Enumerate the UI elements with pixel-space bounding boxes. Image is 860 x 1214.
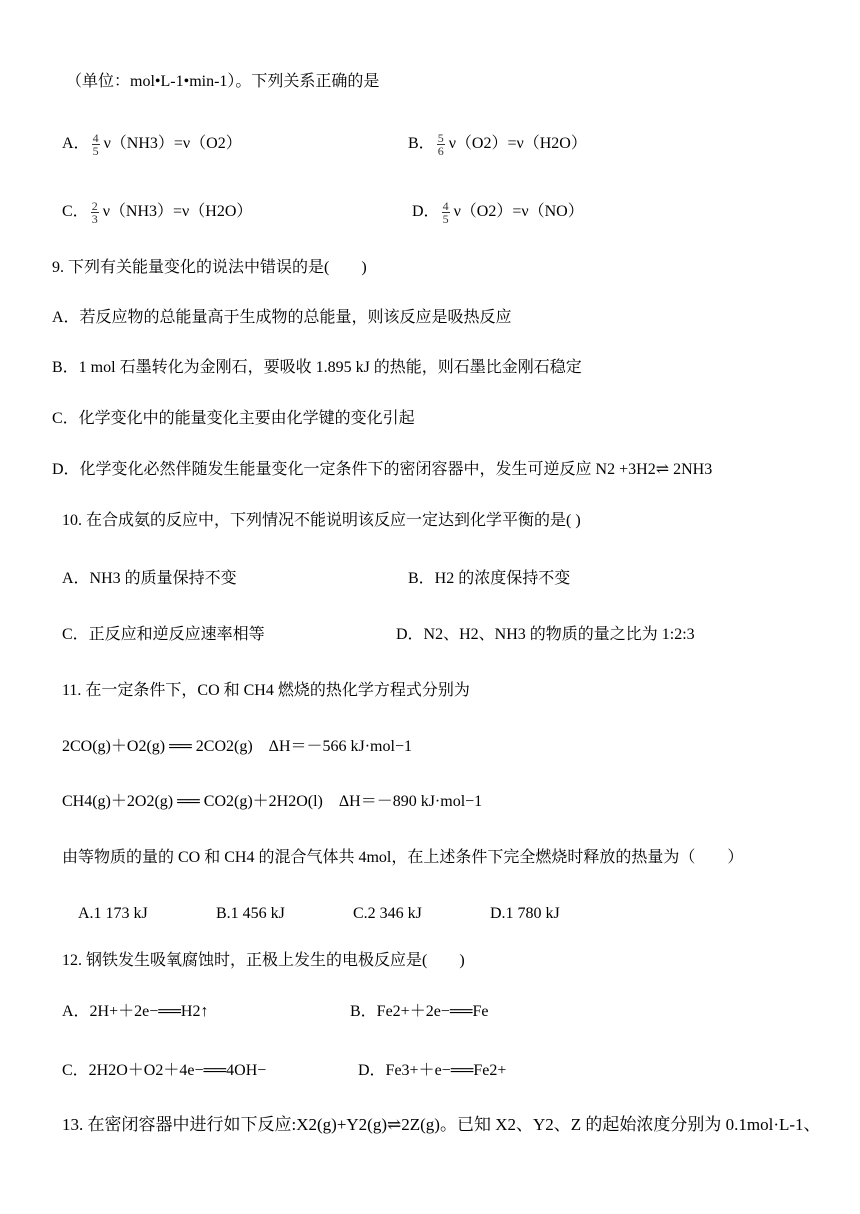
q9-option-a: A．若反应物的总能量高于生成物的总能量，则该反应是吸热反应 xyxy=(52,309,512,326)
fraction-denominator: 5 xyxy=(92,143,99,158)
option-text: ν（NH3）=ν（H2O） xyxy=(102,203,253,220)
q8-unit-line: （单位：mol•L-1•min-1）。下列关系正确的是 xyxy=(66,73,380,90)
q12-option-d: D．Fe3+＋e−══Fe2+ xyxy=(358,1062,507,1079)
q11-option-b: B.1 456 kJ xyxy=(216,905,285,922)
q11-option-a: A.1 173 kJ xyxy=(78,905,148,922)
q10-option-d: D．N2、H2、NH3 的物质的量之比为 1:2:3 xyxy=(396,626,695,643)
q8-option-d xyxy=(412,194,584,230)
q12-option-c: C．2H2O＋O2＋4e−══4OH− xyxy=(62,1062,267,1079)
fraction xyxy=(437,132,445,157)
q11-equation-1: 2CO(g)＋O2(g) ══ 2CO2(g) ΔH＝－566 kJ·mol−1 xyxy=(62,738,412,755)
fraction-numerator: 4 xyxy=(92,130,99,145)
q11-option-c: C.2 346 kJ xyxy=(353,905,422,922)
q12-option-b: B．Fe2+＋2e−══Fe xyxy=(350,1003,489,1020)
fraction xyxy=(91,200,99,225)
fraction-denominator: 5 xyxy=(442,211,449,226)
option-text: ν（O2）=ν（H2O） xyxy=(448,135,587,152)
fraction-numerator: 2 xyxy=(91,198,98,213)
fraction xyxy=(442,200,450,225)
q9-option-d: D．化学变化必然伴随发生能量变化一定条件下的密闭容器中，发生可逆反应 N2 +3H2⇌ 2NH3 xyxy=(52,461,713,478)
q11-stem: 11. 在一定条件下，CO 和 CH4 燃烧的热化学方程式分别为 xyxy=(62,682,470,699)
option-text: ν（NH3）=ν（O2） xyxy=(103,135,242,152)
option-letter: A． xyxy=(62,135,90,152)
q8-option-a xyxy=(62,126,242,162)
option-text: ν（O2）=ν（NO） xyxy=(453,203,584,220)
q11-equation-2: CH4(g)＋2O2(g) ══ CO2(g)＋2H2O(l) ΔH＝－890 kJ·mol−1 xyxy=(62,793,483,810)
q8-option-c xyxy=(62,194,252,230)
q9-option-c: C．化学变化中的能量变化主要由化学键的变化引起 xyxy=(52,410,415,427)
option-letter: D． xyxy=(412,203,440,220)
fraction xyxy=(92,132,100,157)
fraction-denominator: 6 xyxy=(437,143,444,158)
q9-stem: 9. 下列有关能量变化的说法中错误的是( ) xyxy=(52,259,367,276)
q10-stem: 10. 在合成氨的反应中，下列情况不能说明该反应一定达到化学平衡的是( ) xyxy=(62,512,581,529)
option-letter: B． xyxy=(408,135,435,152)
q11-question: 由等物质的量的 CO 和 CH4 的混合气体共 4mol，在上述条件下完全燃烧时释放的热量为（ ） xyxy=(62,849,744,866)
q12-stem: 12. 钢铁发生吸氧腐蚀时，正极上发生的电极反应是( ) xyxy=(62,952,465,969)
q13-stem: 13. 在密闭容器中进行如下反应:X2(g)+Y2(g)⇌2Z(g)。已知 X2、Y2、Z 的起始浓度分别为 0.1mol·L-1、 xyxy=(62,1115,821,1134)
option-letter: C． xyxy=(62,203,89,220)
fraction-denominator: 3 xyxy=(91,211,98,226)
q11-option-d: D.1 780 kJ xyxy=(490,905,560,922)
fraction-numerator: 4 xyxy=(442,198,449,213)
fraction-numerator: 5 xyxy=(437,130,444,145)
q8-option-b xyxy=(408,126,587,162)
q9-option-b: B．1 mol 石墨转化为金刚石，要吸收 1.895 kJ 的热能，则石墨比金刚石稳定 xyxy=(52,359,582,376)
q10-option-a: A．NH3 的质量保持不变 xyxy=(62,570,237,587)
q12-option-a: A．2H+＋2e−══H2↑ xyxy=(62,1003,209,1020)
q10-option-b: B．H2 的浓度保持不变 xyxy=(408,570,571,587)
q10-option-c: C．正反应和逆反应速率相等 xyxy=(62,626,265,643)
